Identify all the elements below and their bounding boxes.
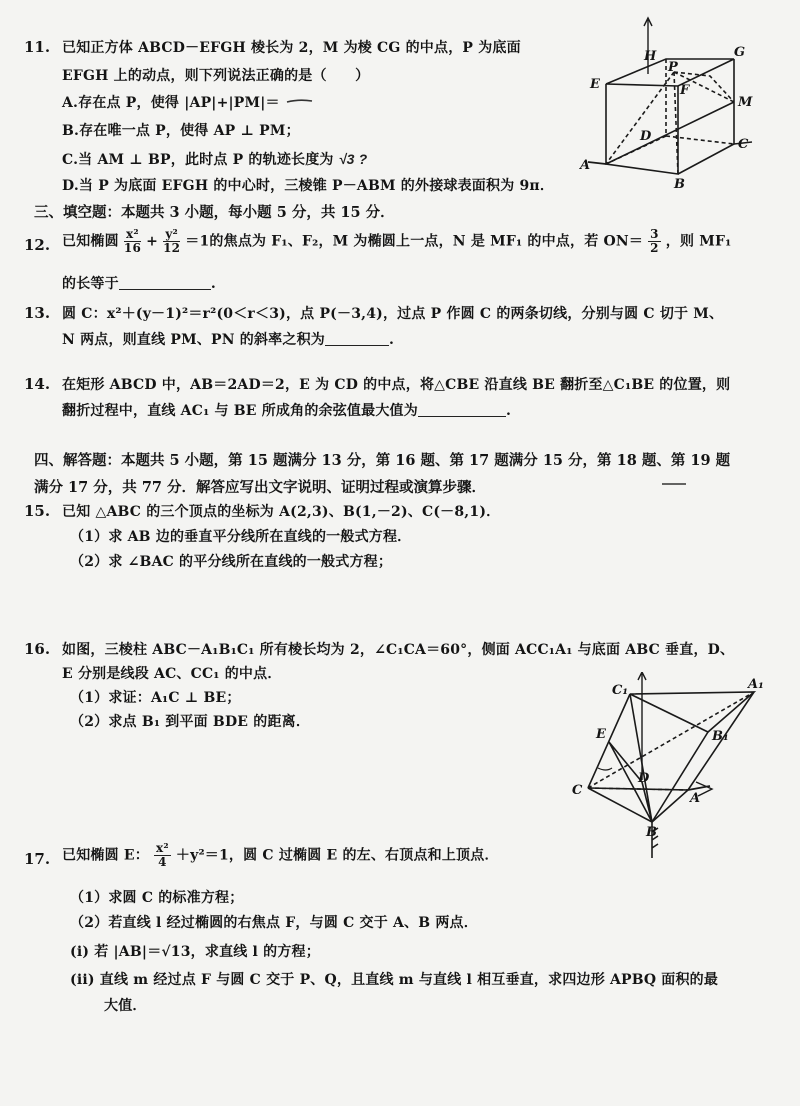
q11-option-a-text: A.存在点 P，使得 |AP|+|PM|＝ — [62, 95, 280, 111]
vertex-label-e: E — [590, 77, 600, 92]
q16-part2: （2）求点 B₁ 到平面 BDE 的距离． — [70, 714, 311, 730]
q14-number: 14. — [24, 375, 51, 393]
q17-post: ＋y²＝1，圆 C 过椭圆 E 的左、右顶点和上顶点． — [175, 847, 499, 864]
q12-post: ，则 MF₁ — [665, 233, 732, 250]
q17-part2: （2）若直线 l 经过椭圆的右焦点 F，与圆 C 交于 A、B 两点． — [70, 915, 478, 931]
handwritten-answer: √3 ? — [338, 151, 368, 167]
q11-option-c — [62, 149, 367, 170]
q17-part2-i: (i) 若 |AB|＝√13，求直线 l 的方程； — [70, 944, 320, 960]
vertex-label-b: B — [674, 177, 685, 189]
q14-stem-line2: 翻折过程中，直线 AC₁ 与 BE 所成角的余弦值最大值为 . — [62, 403, 512, 419]
q17-stem — [62, 842, 499, 869]
q13-stem-line1: 圆 C：x²＋(y－1)²＝r²(0＜r＜3)，点 P(－3,4)，过点 P 作圆 C 的两条切线，分别与圆 C 切于 M、 — [62, 306, 724, 322]
q11-stem-line2: EFGH 上的动点，则下列说法正确的是（ ） — [62, 68, 370, 84]
fraction-denominator: 12 — [163, 241, 181, 255]
pen-stroke-mark — [285, 96, 315, 110]
q16-stem-line1: 如图，三棱柱 ABC－A₁B₁C₁ 所有棱长均为 2，∠C₁CA＝60°，侧面 ACC₁A₁ 与底面 ABC 垂直，D、 — [62, 642, 735, 658]
answer-blank — [418, 402, 506, 417]
q16-part1: （1）求证：A₁C ⊥ BE； — [70, 690, 241, 706]
q12-fraction-on — [648, 228, 661, 255]
q11-number: 11. — [24, 38, 51, 56]
fraction-denominator: 4 — [158, 855, 167, 869]
fraction-numerator: y² — [163, 228, 180, 242]
q17-pre: 已知椭圆 E： — [62, 847, 149, 864]
q12-pre: 已知椭圆 — [62, 233, 119, 250]
cube-figure — [570, 14, 770, 189]
vertex-label-c1: C₁ — [612, 683, 629, 698]
q15-stem: 已知 △ABC 的三个顶点的坐标为 A(2,3)、B(1,－2)、C(－8,1)． — [62, 504, 501, 520]
answer-blank — [119, 275, 211, 290]
fraction-denominator: 16 — [123, 241, 141, 255]
fraction-numerator: x² — [156, 841, 169, 855]
q12-fraction-x — [124, 228, 141, 255]
vertex-label-a1: A₁ — [748, 677, 764, 692]
fraction-numerator: 3 — [650, 227, 659, 241]
q15-number: 15. — [24, 502, 51, 520]
q14-line2-text: 翻折过程中，直线 AC₁ 与 BE 所成角的余弦值最大值为 — [62, 403, 418, 419]
q15-part2: （2）求 ∠BAC 的平分线所在直线的一般式方程； — [70, 554, 393, 570]
prism-figure — [560, 672, 770, 862]
fraction-numerator: x² — [124, 228, 141, 242]
q12-fraction-y — [163, 228, 180, 255]
q11-option-b: B.存在唯一点 P，使得 AP ⊥ PM； — [62, 123, 300, 139]
vertex-label-f: F — [680, 83, 690, 98]
section-4-heading-line1: 四、解答题：本题共 5 小题，第 15 题满分 13 分，第 16 题、第 17 题满分 15 分，第 18 题、第 19 题 — [34, 452, 731, 469]
section-3-heading: 三、填空题：本题共 3 小题，每小题 5 分，共 15 分． — [34, 204, 395, 221]
fraction-denominator: 2 — [650, 241, 659, 255]
vertex-label-m: M — [738, 95, 753, 110]
plus-sign: + — [146, 233, 159, 250]
vertex-label-p: P — [668, 60, 678, 75]
q12-mid: ＝1的焦点为 F₁、F₂，M 为椭圆上一点，N 是 MF₁ 的中点，若 ON＝ — [185, 233, 644, 250]
q14-stem-line1: 在矩形 ABCD 中，AB＝2AD＝2，E 为 CD 的中点，将△CBE 沿直线 BE 翻折至△C₁BE 的位置，则 — [62, 377, 731, 393]
q17-part2-ii: (ii) 直线 m 经过点 F 与圆 C 交于 P、Q，且直线 m 与直线 l 相互垂直，求四边形 APBQ 面积的最 — [70, 972, 719, 988]
q17-number: 17. — [24, 850, 51, 868]
vertex-label-a: A — [580, 158, 591, 173]
q13-line2-text: N 两点，则直线 PM、PN 的斜率之积为 — [62, 332, 325, 348]
q17-part2-ii-cont: 大值． — [104, 998, 147, 1014]
vertex-label-b1: B₁ — [712, 729, 729, 744]
vertex-label-d: D — [640, 129, 652, 144]
q12-line2-text: 的长等于 — [62, 276, 119, 292]
vertex-label-d: D — [638, 771, 650, 786]
q11-option-c-text: C.当 AM ⊥ BP，此时点 P 的轨迹长度为 — [62, 152, 334, 168]
vertex-label-g: G — [734, 45, 746, 60]
q12-stem-line1 — [62, 228, 731, 255]
q13-number: 13. — [24, 304, 51, 322]
q16-number: 16. — [24, 640, 51, 658]
q12-stem-line2: 的长等于 . — [62, 276, 216, 292]
q16-stem-line2: E 分别是线段 AC、CC₁ 的中点． — [62, 666, 282, 682]
pen-stroke-mark — [660, 480, 690, 488]
vertex-label-b: B — [646, 825, 657, 840]
vertex-label-e: E — [596, 727, 606, 742]
q11-option-d: D.当 P 为底面 EFGH 的中心时，三棱锥 P－ABM 的外接球表面积为 9π． — [62, 178, 555, 194]
vertex-label-h: H — [644, 49, 657, 64]
q11-stem-line1: 已知正方体 ABCD－EFGH 棱长为 2，M 为棱 CG 的中点，P 为底面 — [62, 40, 521, 56]
q11-option-a — [62, 93, 315, 113]
q12-number: 12. — [24, 236, 51, 254]
answer-blank — [325, 331, 389, 346]
vertex-label-a: A — [690, 791, 701, 806]
vertex-label-c: C — [572, 783, 583, 798]
q13-stem-line2: N 两点，则直线 PM、PN 的斜率之积为 . — [62, 332, 395, 348]
vertex-label-c: C — [738, 137, 749, 152]
q17-fraction — [154, 842, 171, 869]
q17-part1: （1）求圆 C 的标准方程； — [70, 890, 244, 906]
q15-part1: （1）求 AB 边的垂直平分线所在直线的一般式方程． — [70, 529, 412, 545]
section-4-heading-line2: 满分 17 分，共 77 分．解答应写出文字说明、证明过程或演算步骤． — [34, 479, 487, 496]
